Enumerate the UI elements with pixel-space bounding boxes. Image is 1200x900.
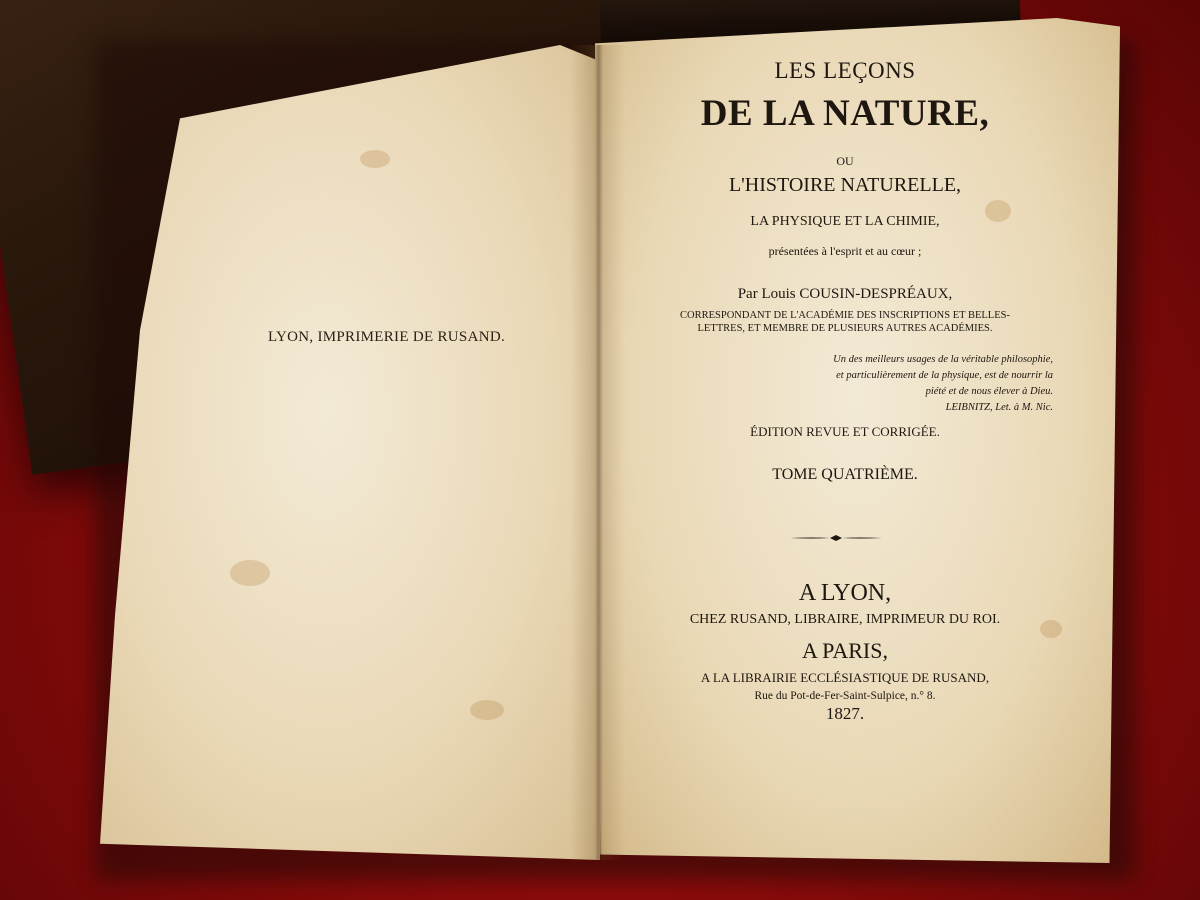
title-line-1: LES LEÇONS [774, 58, 916, 83]
publication-place-2: A PARIS, [801, 638, 888, 663]
book-gutter [570, 45, 625, 860]
title-page [595, 18, 1120, 863]
epigraph [733, 352, 1053, 416]
title-line-2: DE LA NATURE, [700, 93, 990, 134]
publication-year: 1827. [825, 704, 865, 723]
epigraph-line-3: piété et de nous élever à Dieu. [925, 386, 1053, 397]
publisher-line-1: CHEZ RUSAND, LIBRAIRE, IMPRIMEUR DU ROI. [689, 612, 1001, 627]
ornament-rule-icon [790, 534, 882, 542]
foxing-stain [230, 560, 270, 586]
foxing-stain [360, 150, 390, 168]
author-line: Par Louis COUSIN-DESPRÉAUX, [737, 286, 953, 302]
subtitle-line-3: présentées à l'esprit et au cœur ; [768, 244, 922, 258]
affiliation-line-2: LETTRES, ET MEMBRE DE PLUSIEURS AUTRES ACADÉMIES. [697, 323, 993, 334]
subtitle-line-1: L'HISTOIRE NATURELLE, [728, 174, 962, 196]
author-affiliation [625, 309, 1065, 335]
affiliation-line-1: CORRESPONDANT DE L'ACADÉMIE DES INSCRIPTIONS ET BELLES- [680, 310, 1010, 321]
volume-statement: TOME QUATRIÈME. [772, 466, 918, 483]
foxing-stain [470, 700, 504, 720]
publisher-address: Rue du Pot-de-Fer-Saint-Sulpice, n.° 8. [754, 690, 936, 702]
printer-imprint: LYON, IMPRIMERIE DE RUSAND. [268, 329, 506, 345]
publisher-line-2: A LA LIBRAIRIE ECCLÉSIASTIQUE DE RUSAND, [700, 670, 990, 685]
subtitle-line-2: LA PHYSIQUE ET LA CHIMIE, [750, 214, 940, 229]
epigraph-attribution: LEIBNITZ, Let. à M. Nic. [945, 402, 1053, 413]
edition-statement: ÉDITION REVUE ET CORRIGÉE. [750, 424, 940, 439]
title-conjunction: OU [836, 154, 854, 168]
epigraph-line-1: Un des meilleurs usages de la véritable philosophie, [833, 354, 1053, 365]
epigraph-line-2: et particulièrement de la physique, est de nourrir la [836, 370, 1053, 381]
publication-place-1: A LYON, [798, 580, 892, 606]
left-page [100, 45, 600, 860]
